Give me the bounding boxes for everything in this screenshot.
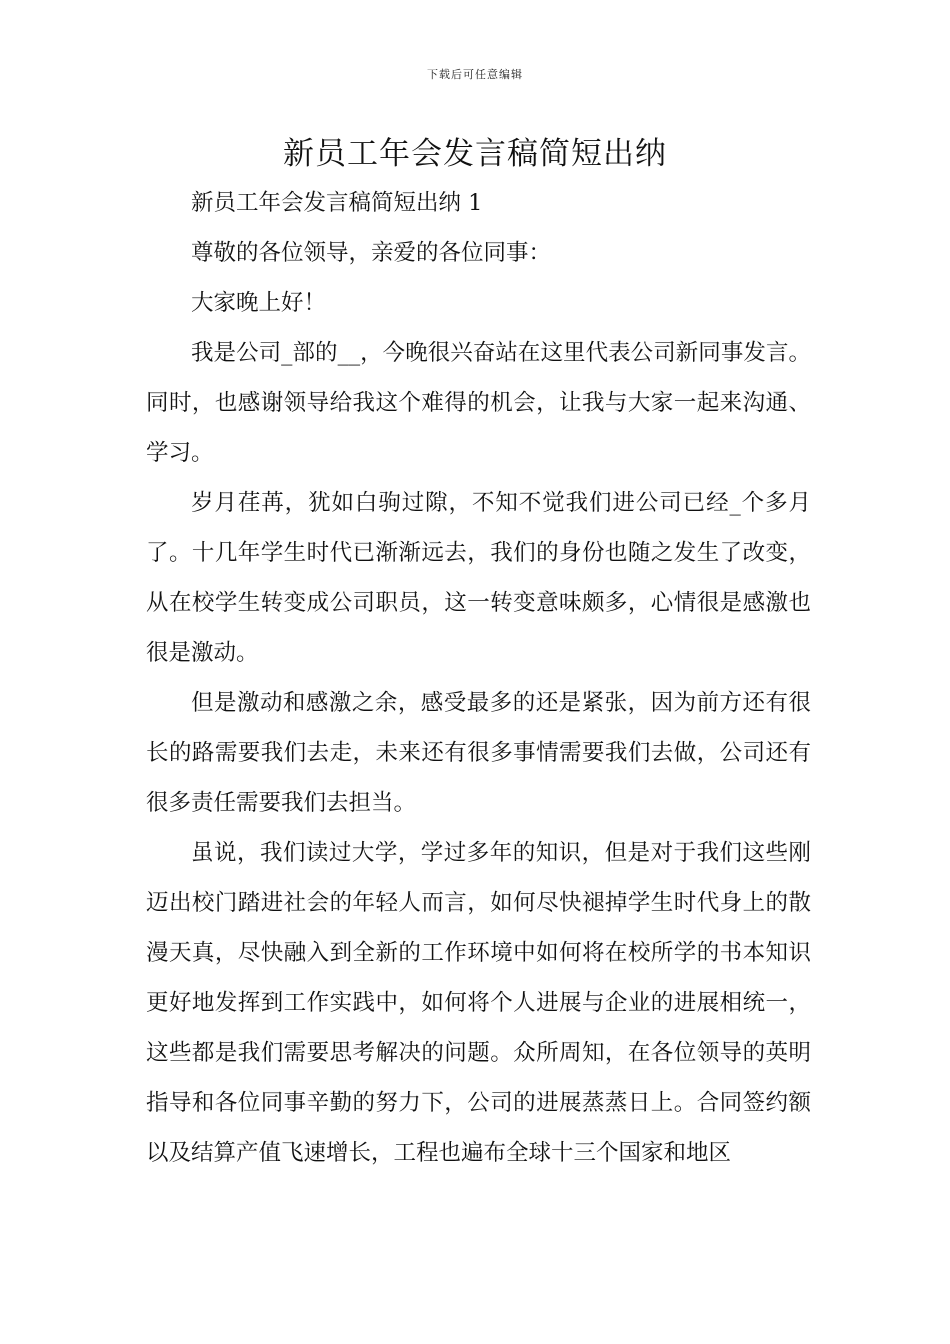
document-body	[146, 178, 811, 1178]
body-paragraph: 岁月荏苒，犹如白驹过隙，不知不觉我们进公司已经_个多月了。十几年学生时代已渐渐远去，我们的身份也随之发生了改变，从在校学生转变成公司职员，这一转变意味颇多，心情很是感激也很是激动。	[146, 490, 811, 666]
greeting-paragraph: 大家晚上好！	[191, 290, 327, 316]
salutation-paragraph: 尊敬的各位领导，亲爱的各位同事：	[191, 240, 552, 266]
subtitle-paragraph: 新员工年会发言稿简短出纳 1	[191, 190, 483, 216]
body-paragraph: 我是公司_部的__，今晚很兴奋站在这里代表公司新同事发言。同时，也感谢领导给我这个难得的机会，让我与大家一起来沟通、学习。	[146, 340, 811, 466]
header-note: 下载后可任意编辑	[427, 68, 523, 81]
body-paragraph: 虽说，我们读过大学，学过多年的知识，但是对于我们这些刚迈出校门踏进社会的年轻人而言，如何尽快褪掉学生时代身上的散漫天真，尽快融入到全新的工作环境中如何将在校所学的书本知识更好地发挥到工作实践中，如何将个人进展与企业的进展相统一，这些都是我们需要思考解决的问题。众所周知，在各位领导的英明指导和各位同事辛勤的努力下，公司的进展蒸蒸日上。合同签约额以及结算产值飞速增长，工程也遍布全球十三个国家和地区	[146, 840, 811, 1166]
document-title: 新员工年会发言稿简短出纳	[283, 136, 667, 172]
body-paragraph: 但是激动和感激之余，感受最多的还是紧张，因为前方还有很长的路需要我们去走，未来还有很多事情需要我们去做，公司还有很多责任需要我们去担当。	[146, 690, 811, 816]
